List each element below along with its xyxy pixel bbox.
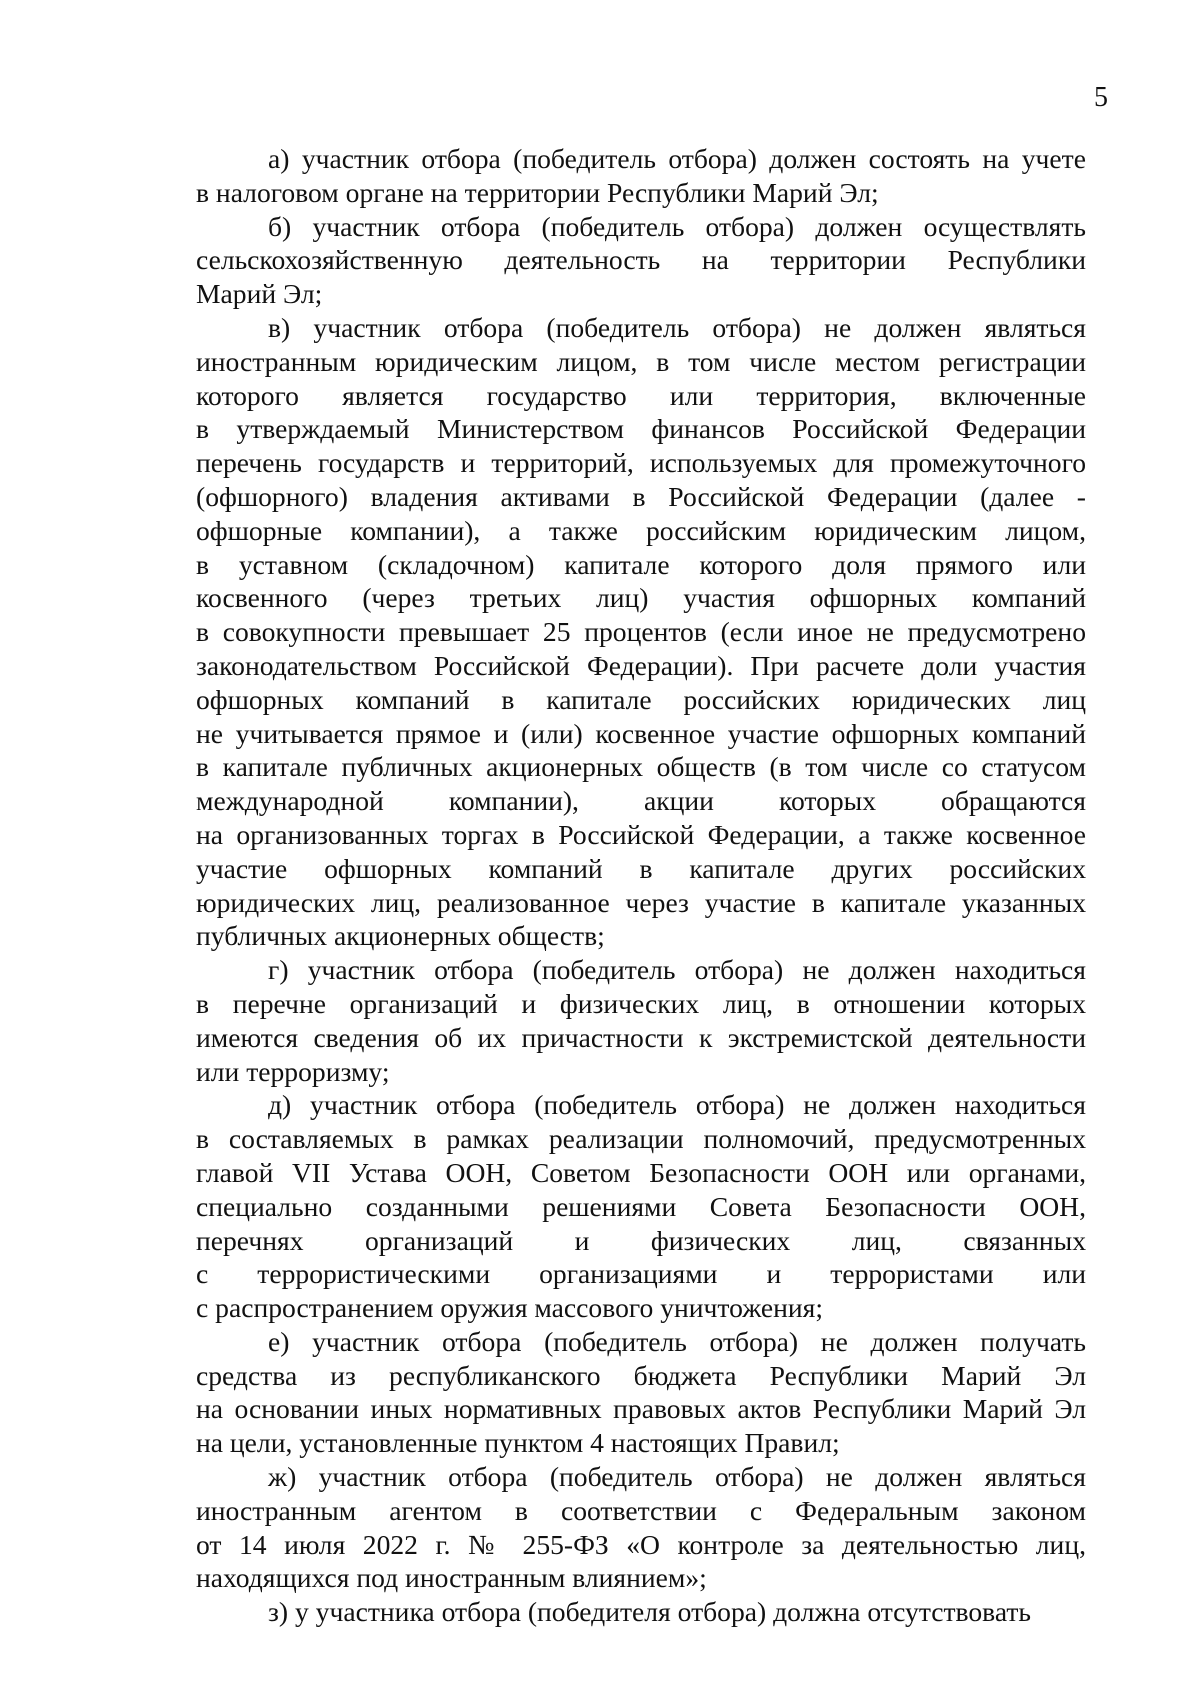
- text-line: с распространением оружия массового уничтожения;: [196, 1292, 824, 1324]
- text-line: в налоговом органе на территории Республики Марий Эл;: [196, 176, 879, 208]
- text-line: с террористическими организациями и террористами или: [196, 1258, 1086, 1290]
- text-line: в капитале публичных акционерных обществ (в том числе со статусом: [196, 751, 1086, 783]
- text-line: специально созданными решениями Совета Безопасности ООН,: [196, 1190, 1086, 1222]
- text-line: в) участник отбора (победитель отбора) не должен являться: [268, 311, 1086, 343]
- text-line: Марий Эл;: [196, 278, 323, 310]
- text-line: юридических лиц, реализованное через участие в капитале указанных: [196, 886, 1086, 918]
- text-line: имеются сведения об их причастности к экстремистской деятельности: [196, 1021, 1086, 1053]
- paragraph-item-z: [196, 1595, 1086, 1629]
- text-line: публичных акционерных обществ;: [196, 920, 605, 952]
- text-line: г) участник отбора (победитель отбора) не должен находиться: [268, 954, 1086, 986]
- text-line: главой VII Устава ООН, Советом Безопасности ООН или органами,: [196, 1156, 1086, 1188]
- text-line: з) у участника отбора (победителя отбора) должна отсутствовать: [268, 1596, 1032, 1628]
- text-line: б) участник отбора (победитель отбора) должен осуществлять: [268, 210, 1086, 242]
- text-line: иностранным агентом в соответствии с Федеральным законом: [196, 1494, 1086, 1526]
- text-line: законодательством Российской Федерации). При расчете доли участия: [196, 649, 1086, 681]
- text-line: которого является государство или территория, включенные: [196, 379, 1086, 411]
- text-line: д) участник отбора (победитель отбора) не должен находиться: [268, 1089, 1086, 1121]
- text-line: сельскохозяйственную деятельность на территории Республики: [196, 244, 1086, 276]
- text-line: участие офшорных компаний в капитале других российских: [196, 852, 1086, 884]
- document-body: [196, 142, 1086, 1629]
- text-line: находящихся под иностранным влиянием»;: [196, 1562, 707, 1594]
- text-line: или терроризму;: [196, 1055, 390, 1087]
- text-line: в утверждаемый Министерством финансов Российской Федерации: [196, 413, 1086, 445]
- text-line: а) участник отбора (победитель отбора) должен состоять на учете: [268, 143, 1086, 174]
- text-line: (офшорного) владения активами в Российской Федерации (далее -: [196, 480, 1086, 512]
- paragraph-item-b: [196, 210, 1086, 311]
- text-line: в совокупности превышает 25 процентов (если иное не предусмотрено: [196, 616, 1086, 648]
- paragraph-item-d: [196, 1088, 1086, 1325]
- text-line: в уставном (складочном) капитале которого доля прямого или: [196, 548, 1086, 580]
- text-line: иностранным юридическим лицом, в том числе местом регистрации: [196, 345, 1086, 377]
- text-line: перечнях организаций и физических лиц, связанных: [196, 1224, 1086, 1256]
- paragraph-item-v: [196, 311, 1086, 953]
- text-line: на организованных торгах в Российской Федерации, а также косвенное: [196, 818, 1086, 850]
- paragraph-item-a: [196, 142, 1086, 210]
- paragraph-item-zh: [196, 1460, 1086, 1595]
- text-line: косвенного (через третьих лиц) участия офшорных компаний: [196, 582, 1086, 614]
- text-line: средства из республиканского бюджета Республики Марий Эл: [196, 1359, 1086, 1391]
- text-line: е) участник отбора (победитель отбора) не должен получать: [268, 1325, 1086, 1357]
- text-line: ж) участник отбора (победитель отбора) не должен являться: [268, 1461, 1086, 1493]
- text-line: на основании иных нормативных правовых актов Республики Марий Эл: [196, 1393, 1086, 1425]
- text-line: от 14 июля 2022 г. № 255-ФЗ «О контроле за деятельностью лиц,: [196, 1528, 1086, 1560]
- text-line: офшорные компании), а также российским юридическим лицом,: [196, 514, 1086, 546]
- page-number: 5: [1094, 82, 1108, 113]
- text-line: в перечне организаций и физических лиц, в отношении которых: [196, 987, 1086, 1019]
- paragraph-item-e: [196, 1325, 1086, 1460]
- text-line: на цели, установленные пунктом 4 настоящих Правил;: [196, 1427, 840, 1459]
- text-line: международной компании), акции которых обращаются: [196, 785, 1086, 817]
- text-line: офшорных компаний в капитале российских юридических лиц: [196, 683, 1086, 715]
- text-line: перечень государств и территорий, используемых для промежуточного: [196, 447, 1086, 479]
- text-line: не учитывается прямое и (или) косвенное участие офшорных компаний: [196, 717, 1086, 749]
- text-line: в составляемых в рамках реализации полномочий, предусмотренных: [196, 1123, 1086, 1155]
- paragraph-item-g: [196, 953, 1086, 1088]
